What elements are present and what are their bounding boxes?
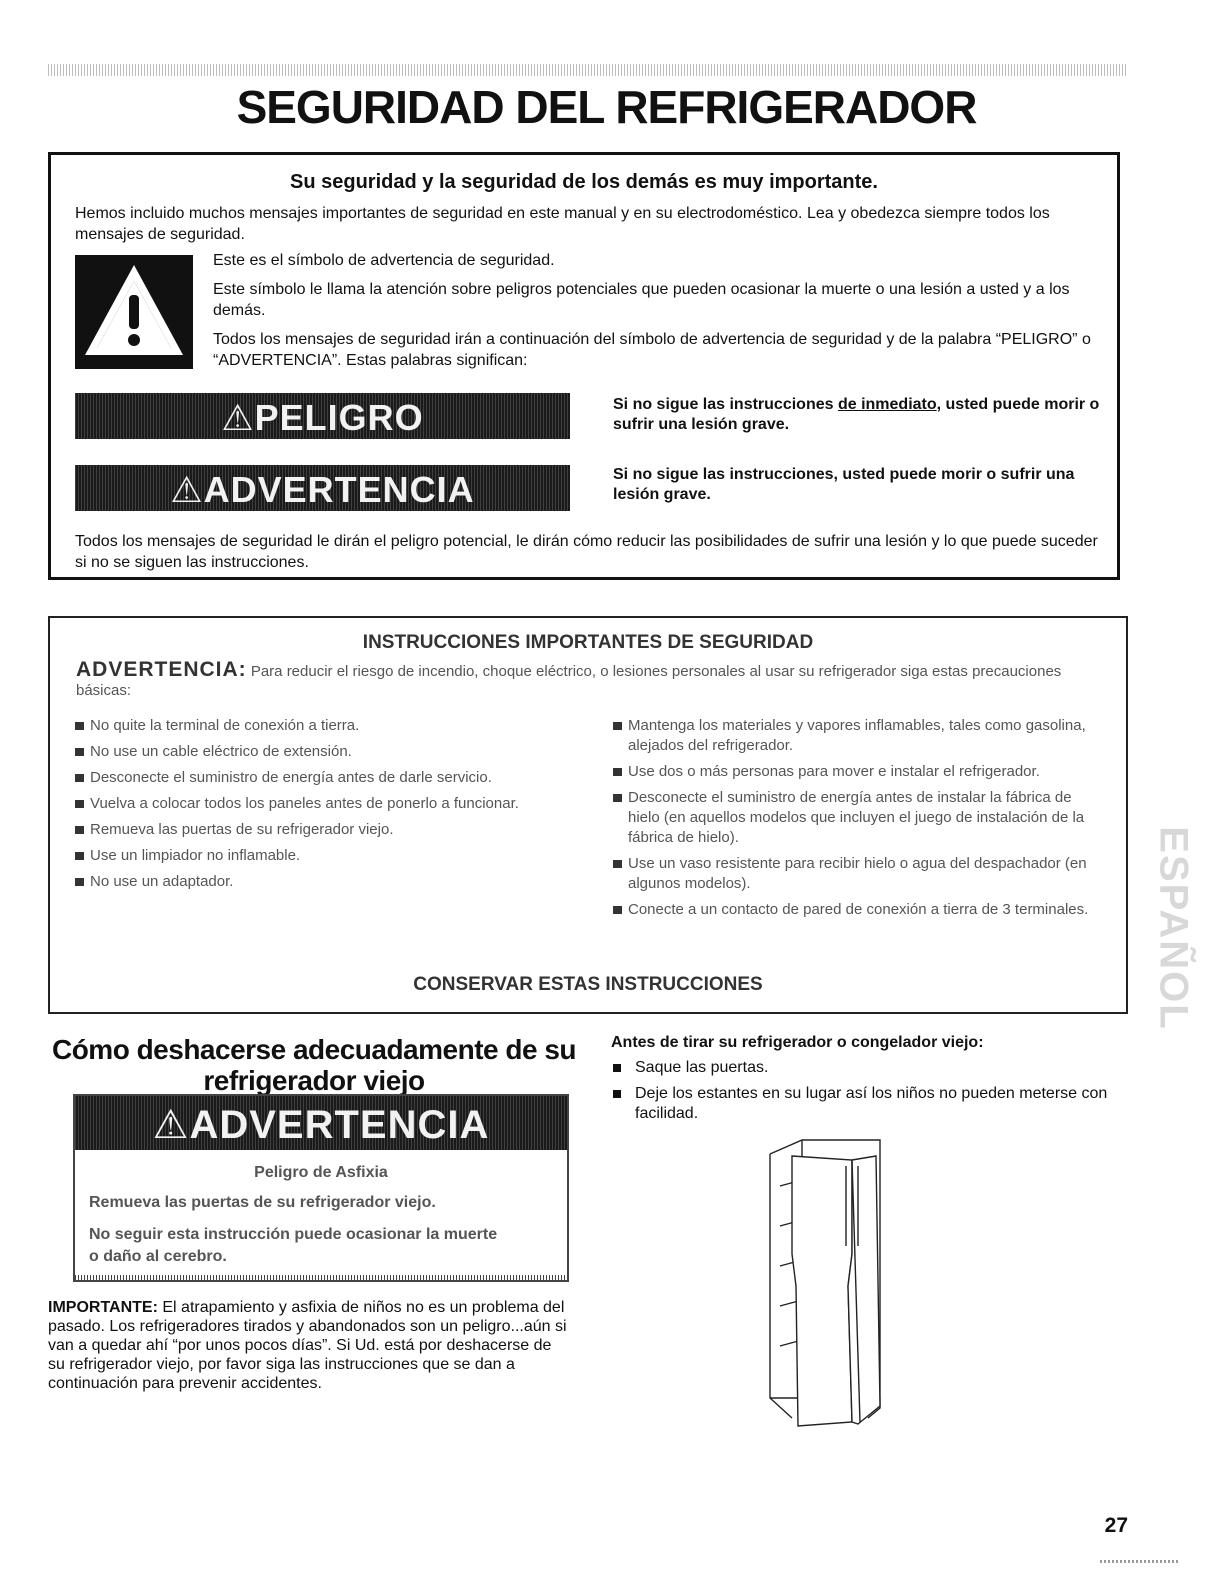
list-item: Saque las puertas.: [611, 1058, 1131, 1078]
instructions-left-list: [74, 716, 584, 898]
list-item: Desconecte el suministro de energía antes de instalar la fábrica de hielo (en aquellos modelos que incluyen el juego de instalación de la fábrica de hielo).: [612, 788, 1107, 848]
danger-banner: [75, 393, 570, 439]
page-title: SEGURIDAD DEL REFRIGERADOR: [236, 81, 977, 133]
list-item: Vuelva a colocar todos los paneles antes de ponerlo a funcionar.: [74, 794, 584, 814]
danger-word: ⚠PELIGRO: [221, 397, 424, 438]
safety-box: [48, 152, 1120, 580]
list-item: Use dos o más personas para mover e instalar el refrigerador.: [612, 762, 1107, 782]
warning-description: Si no sigue las instrucciones, usted puede morir o sufrir una lesión grave.: [613, 466, 1075, 503]
instructions-box: [48, 616, 1128, 1014]
list-item: Remueva las puertas de su refrigerador viejo.: [74, 820, 584, 840]
asphyxia-warning-word: ⚠ADVERTENCIA: [152, 1103, 490, 1147]
instructions-heading: INSTRUCCIONES IMPORTANTES DE SEGURIDAD: [362, 632, 814, 653]
list-item: Deje los estantes en su lugar así los niños no pueden meterse con facilidad.: [611, 1084, 1131, 1124]
safety-footer: Todos los mensajes de seguridad le dirán el peligro potencial, le dirán cómo reducir las posibilidades de sufrir una lesión y lo que puede suceder si no se siguen las instrucciones.: [75, 533, 1098, 571]
asphyxia-warning-box: [73, 1094, 569, 1282]
list-item: No quite la terminal de conexión a tierra.: [74, 716, 584, 736]
language-side-tab: ESPAÑOL: [1151, 826, 1196, 1031]
symbol-line: Este es el símbolo de advertencia de seguridad.: [213, 252, 555, 269]
safety-intro: Hemos incluido muchos mensajes importantes de seguridad en este manual y en su electrodoméstico. Lea y obedezca siempre todos los mensajes de seguridad.: [75, 205, 1050, 243]
warning-word: ⚠ADVERTENCIA: [170, 469, 475, 510]
box-bottom-rule: [75, 1275, 567, 1280]
list-item: Use un limpiador no inflamable.: [74, 846, 584, 866]
list-item: Mantenga los materiales y vapores inflamables, tales como gasolina, alejados del refrigerador.: [612, 716, 1107, 756]
symbol-line: Todos los mensajes de seguridad irán a continuación del símbolo de advertencia de seguridad y de la palabra “PELIGRO” o “ADVERTENCIA”. Estas palabras significan:: [213, 331, 1091, 369]
instructions-right-list: [612, 716, 1107, 926]
list-item: Conecte a un contacto de pared de conexión a tierra de 3 terminales.: [612, 900, 1107, 920]
safety-alert-symbol-icon: [75, 255, 193, 369]
disposal-title: Cómo deshacerse adecuadamente de su refrigerador viejo: [51, 1034, 577, 1096]
list-item: Desconecte el suministro de energía antes de darle servicio.: [74, 768, 584, 788]
refrigerator-illustration: [740, 1136, 900, 1436]
bottom-dotted-rule: [1100, 1560, 1180, 1563]
instructions-footer: CONSERVAR ESTAS INSTRUCCIONES: [413, 974, 763, 995]
list-item: No use un cable eléctrico de extensión.: [74, 742, 584, 762]
symbol-line: Este símbolo le llama la atención sobre peligros potenciales que pueden ocasionar la muerte o una lesión a usted y a los demás.: [213, 281, 1070, 319]
disposal-steps-list: [611, 1058, 1131, 1130]
warning-banner: [75, 465, 570, 511]
safety-heading: Su seguridad y la seguridad de los demás es muy importante.: [290, 171, 878, 193]
disposal-steps-heading: Antes de tirar su refrigerador o congelador viejo:: [611, 1034, 984, 1051]
list-item: No use un adaptador.: [74, 872, 584, 892]
asphyxia-hazard: Peligro de Asfixia: [254, 1164, 388, 1181]
instructions-warning: ADVERTENCIA: Para reducir el riesgo de incendio, choque eléctrico, o lesiones personales al usar su refrigerador siga estas precauciones básicas:: [76, 658, 1062, 699]
asphyxia-line: o daño al cerebro.: [89, 1248, 227, 1265]
list-item: Use un vaso resistente para recibir hielo o agua del despachador (en algunos modelos).: [612, 854, 1107, 894]
top-dotted-rule: [48, 64, 1128, 76]
danger-description: Si no sigue las instrucciones de inmediato, usted puede morir o sufrir una lesión grave.: [613, 396, 1100, 433]
page-number: 27: [1104, 1514, 1128, 1537]
asphyxia-line: No seguir esta instrucción puede ocasionar la muerte: [89, 1226, 498, 1243]
importante-paragraph: IMPORTANTE: El atrapamiento y asfixia de niños no es un problema del pasado. Los refrigeradores tirados y abandonados son un peligro...aún si van a quedar ahí “por unos pocos días”. Si Ud. está por deshacerse de su refrigerador viejo, por favor siga las instrucciones que se dan a continuación para prevenir accidentes.: [48, 1299, 567, 1392]
asphyxia-line: Remueva las puertas de su refrigerador viejo.: [89, 1194, 436, 1211]
asphyxia-warning-banner: [75, 1096, 567, 1150]
